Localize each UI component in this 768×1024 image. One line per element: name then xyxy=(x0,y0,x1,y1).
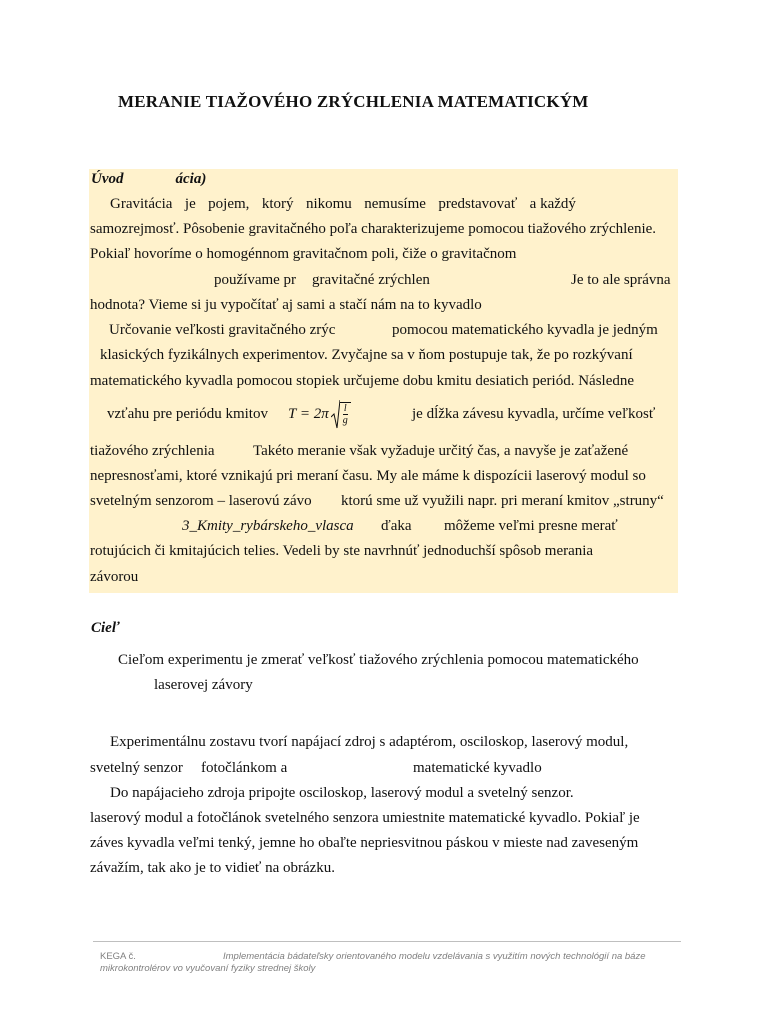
intro-line-4a: používame pr xyxy=(214,272,297,288)
footer-project-line-1: Implementácia bádateľsky orientovaného modelu vzdelávania s využitím nových technológií na báze xyxy=(223,951,646,962)
intro-line-1-word: je xyxy=(184,196,196,212)
intro-line-1-word: predstavovať xyxy=(438,196,518,212)
setup-line-3: Do napájacieho zdroja pripojte osciloskop, laserový modul a svetelný senzor. xyxy=(110,785,574,801)
intro-line-13b: ďaka xyxy=(381,518,412,534)
ciel-heading: Cieľ xyxy=(91,620,120,636)
intro-line-7: klasických fyzikálnych experimentov. Zvyčajne sa v ňom postupuje tak, že po rozkývaní xyxy=(100,347,633,363)
intro-line-1 xyxy=(110,195,576,213)
period-formula xyxy=(288,398,351,430)
setup-line-6: závažím, tak ako je to vidieť na obrázku. xyxy=(90,860,336,876)
intro-line-15: závorou xyxy=(90,569,139,585)
intro-heading-part-b: ácia) xyxy=(175,171,207,187)
intro-line-10b: Takéto meranie však vyžaduje určitý čas, a navyše je zaťažené xyxy=(253,443,629,459)
intro-line-11: nepresnosťami, ktoré vznikajú pri meraní času. My ale máme k dispozícii laserový modul so xyxy=(90,468,646,484)
intro-line-2: samozrejmosť. Pôsobenie gravitačného poľa charakterizujeme pomocou tiažového zrýchlenie. xyxy=(90,221,657,237)
formula-fraction xyxy=(340,402,351,426)
document-title: MERANIE TIAŽOVÉHO ZRÝCHLENIA MATEMATICKÝM xyxy=(118,92,589,111)
intro-line-13c: môžeme veľmi presne merať xyxy=(444,518,618,534)
formula-numerator: l xyxy=(343,403,347,414)
radical-sign-icon xyxy=(331,399,340,429)
intro-line-6b: pomocou matematického kyvadla je jedným xyxy=(392,322,658,338)
setup-line-2a: svetelný senzor xyxy=(90,760,183,776)
intro-line-5: hodnota? Vieme si ju vypočítať aj sami a stačí nám na to kyvadlo xyxy=(90,297,482,313)
intro-line-6a: Určovanie veľkosti gravitačného zrýc xyxy=(109,322,336,338)
intro-line-8: matematického kyvadla pomocou stopiek určujeme dobu kmitu desiatich periód. Následne xyxy=(90,373,635,389)
formula-denominator: g xyxy=(342,415,348,426)
formula-lhs: T = 2π xyxy=(288,405,329,422)
ciel-line-2: laserovej závory xyxy=(154,677,253,693)
intro-line-12b: ktorú sme už využili napr. pri meraní kmitov „struny“ xyxy=(341,493,664,509)
footer-divider xyxy=(93,941,681,942)
intro-line-13a: 3_Kmity_rybárskeho_vlasca xyxy=(182,518,354,534)
setup-line-5: záves kyvadla veľmi tenký, jemne ho obaľte nepriesvitnou páskou v mieste nad zaveseným xyxy=(90,835,639,851)
intro-heading-part-a: Úvod xyxy=(91,171,124,187)
footer-kega: KEGA č. xyxy=(100,951,136,962)
intro-line-1-word: a každý xyxy=(529,196,576,212)
footer-project-line-2: mikrokontrolérov vo vyučovaní fyziky strednej školy xyxy=(100,963,316,974)
intro-line-14: rotujúcich či kmitajúcich telies. Vedeli by ste navrhnúť jednoduchší spôsob merania xyxy=(90,543,594,559)
intro-line-9a: vzťahu pre periódu kmitov xyxy=(107,406,268,422)
intro-line-1-word: nemusíme xyxy=(364,196,426,212)
intro-line-1-word: Gravitácia xyxy=(110,196,173,212)
intro-line-4b: gravitačné zrýchlen xyxy=(312,272,430,288)
setup-line-2c: matematické kyvadlo xyxy=(413,760,542,776)
intro-line-1-word: ktorý xyxy=(261,196,294,212)
intro-line-12a: svetelným senzorom – laserovú závo xyxy=(90,493,312,509)
intro-line-4c: Je to ale správna xyxy=(571,272,671,288)
setup-line-4: laserový modul a fotočlánok svetelného senzora umiestnite matematické kyvadlo. Pokiaľ je xyxy=(90,810,640,826)
intro-line-9b: je dĺžka závesu kyvadla, určíme veľkosť xyxy=(412,406,656,422)
intro-heading xyxy=(91,170,206,188)
square-root xyxy=(331,399,351,429)
intro-line-1-word: nikomu xyxy=(305,196,352,212)
intro-line-1-word: pojem, xyxy=(208,196,250,212)
setup-line-1: Experimentálnu zostavu tvorí napájací zdroj s adaptérom, osciloskop, laserový modul, xyxy=(110,734,629,750)
intro-line-3: Pokiaľ hovoríme o homogénnom gravitačnom poli, čiže o gravitačnom xyxy=(90,246,517,262)
setup-line-2b: fotočlánkom a xyxy=(201,760,288,776)
intro-line-10a: tiažového zrýchlenia xyxy=(90,443,215,459)
ciel-line-1: Cieľom experimentu je zmerať veľkosť tiažového zrýchlenia pomocou matematického xyxy=(118,652,639,668)
